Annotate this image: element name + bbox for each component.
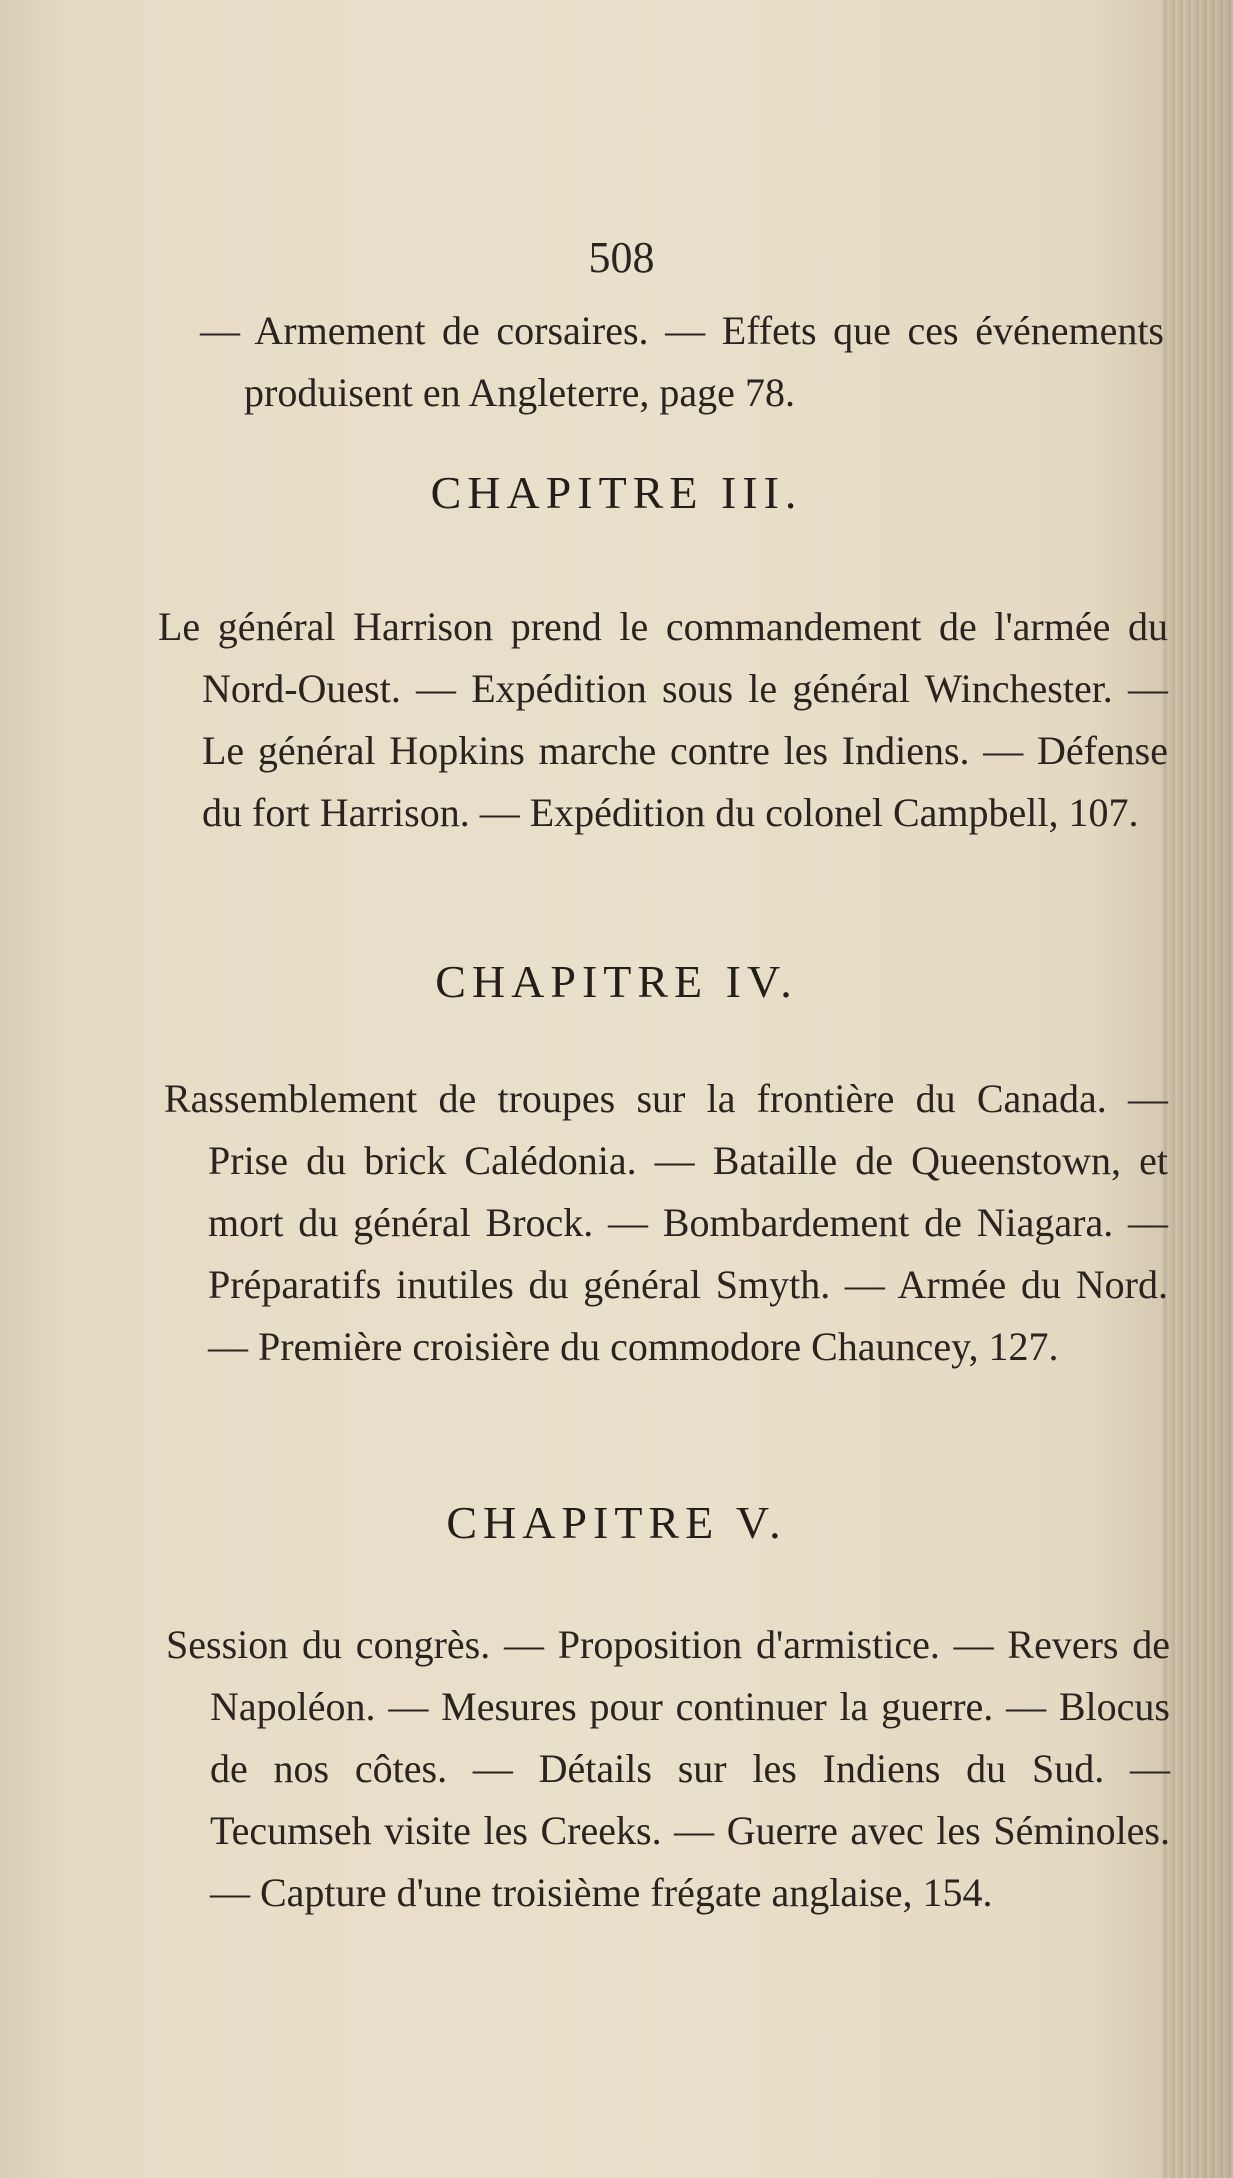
page-number: 508 <box>588 233 655 282</box>
chapter-summary-5 <box>166 1614 1170 1924</box>
intro-entry <box>200 300 1164 424</box>
chapter-heading-5: CHAPITRE V. <box>446 1497 787 1548</box>
chapter-summary-3-text: Le général Harrison prend le commandement de l'armée du Nord-Ouest. — Expédition sous le général Winchester. — Le général Hopkins marche contre les Indiens. — Défense du fort Harrison. — Expédition du colonel Campbell, 107. <box>158 604 1168 835</box>
chapter-heading-4: CHAPITRE IV. <box>435 956 798 1007</box>
chapter-heading-3: CHAPITRE III. <box>430 467 803 518</box>
page-edge <box>1163 0 1233 2178</box>
chapter-summary-4 <box>164 1068 1168 1378</box>
chapter-summary-5-text: Session du congrès. — Proposition d'armistice. — Revers de Napoléon. — Mesures pour continuer la guerre. — Blocus de nos côtes. — Détails sur les Indiens du Sud. — Tecumseh visite les Creeks. — Guerre avec les Séminoles. — Capture d'une troisième frégate anglaise, 154. <box>166 1622 1170 1915</box>
chapter-summary-4-text: Rassemblement de troupes sur la frontière du Canada. — Prise du brick Calédonia. — Bataille de Queenstown, et mort du général Brock. — Bombardement de Niagara. — Préparatifs inutiles du général Smyth. — Armée du Nord. — Première croisière du commodore Chauncey, 127. <box>164 1076 1168 1369</box>
intro-entry-text: — Armement de corsaires. — Effets que ces événements produisent en Angleterre, page 78. <box>200 308 1164 415</box>
chapter-summary-3 <box>158 596 1168 844</box>
